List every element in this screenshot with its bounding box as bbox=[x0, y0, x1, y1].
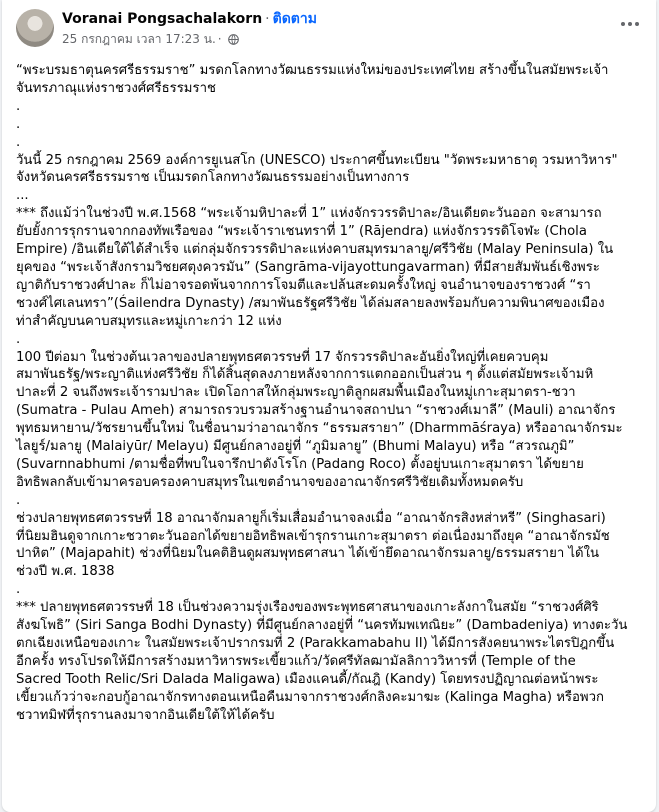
post-text bbox=[16, 62, 644, 725]
paragraph-title: “พระบรมธาตุนครศรีธรรมราช” มรดกโลกทางวัฒนธรรมแห่งใหม่ของประเทศไทย สร้างขึ้นในสมัยพระเจ้า จันทรภาณุแห่งราชวงศ์ศรีธรรมราช bbox=[16, 63, 609, 96]
separator-ellipsis: ... bbox=[16, 188, 29, 204]
paragraph-announcement: วันนี้ 25 กรกฎาคม 2569 องค์การยูเนสโก (UNESCO) ประกาศขึ้นทะเบียน "วัดพระมหาธาตุ วรมหาวิหาร" จังหวัดนครศรีธรรมราช เป็นมรดกโลกทางวัฒนธรรมอย่างเป็นทางการ bbox=[16, 152, 618, 186]
globe-icon[interactable] bbox=[228, 34, 239, 45]
separator-dot: . bbox=[16, 492, 21, 508]
paragraph-history-1: *** ถึงแม้ว่าในช่วงปี พ.ศ.1568 “พระเจ้ามหิปาละที่ 1” แห่งจักรวรรดิปาละ/อินเดียตะวันออก จะสามารถ ยับยั้งการรุกรานจากกองทัพเรือของ “พระเจ้าราเชนทราที่ 1” (Rājendra) แห่งจักรวรรดิโจฬะ (Chola Empire) /อินเดียใต้ได้สำเร็จ แต่กลุ่มจักรวรรดิปาละแห่งคาบสมุทรมาลายู/ศรีวิชัย (Malay Peninsula) ใน ยุคของ “พระเจ้าสังกรามวิชยศตุงควรมัน” (Sangrāma-vijayottungavarman) ที่มีสายสัมพันธ์เชิงพระ ญาติกับราชวงศ์ปาละ ก็ไม่อาจรอดพ้นจากการโจมตีและปล้นสะดมครั้งใหญ่ จนอำนาจของราชวงศ์ “รา ชวงศ์ไศเลนทรา”(Śailendra Dynasty) /สมาพันธรัฐศรีวิชัย ได้ล่มสลายลงพร้อมกับความพินาศของเมือง ท่าสำคัญบนคาบสมุทรและหมู่เกาะกว่า 12 แห่ง bbox=[16, 206, 614, 329]
separator-dot: . bbox=[16, 331, 21, 347]
ellipsis-dot bbox=[628, 22, 632, 26]
post-timestamp[interactable]: 25 กรกฎาคม เวลา 17:23 น. bbox=[62, 32, 216, 46]
separator-dot: . bbox=[16, 582, 21, 598]
ellipsis-dot bbox=[635, 22, 639, 26]
meta-separator: · bbox=[217, 32, 222, 46]
paragraph-history-2: 100 ปีต่อมา ในช่วงต้นเวลาของปลายพุทธศตวรรษที่ 17 จักรวรรดิปาละอันยิ่งใหญ่ที่เคยควบคุม สมาพันธรัฐ/พระญาติแห่งศรีวิชัย ก็ได้สิ้นสุดลงภายหลังจากการแตกออกเป็นส่วน ๆ ตั้งแต่สมัยพระเจ้ามหิ ปาละที่ 2 จนถึงพระเจ้ารามปาละ เปิดโอกาสให้กลุ่มพระญาติลูกผสมพื้นเมืองในหมู่เกาะสุมาตรา-ชวา (Sumatra - Pulau Ameh) สามารถรวบรวมสร้างฐานอำนาจสถาปนา “ราชวงศ์เมาลี” (Mauli) อาณาจักร พุทธมหายาน/วัชรยานขึ้นใหม่ ในชื่อนามว่าอาณาจักร “ธรรมสรายา” (Dharmmāśraya) หรืออาณาจักรมะ ไลยูร์/มลายู (Malaiyūr/ Melayu) มีศูนย์กลางอยู่ที่ “ภูมิมลายู” (Bhumi Malayu) หรือ “สวรณภูมิ” (Suvarnnabhumi /ตามชื่อที่พบในจารึกปาดังโรโก (Padang Roco) ตั้งอยู่บนเกาะสุมาตรา ได้ขยาย อิทธิพลกลับเข้ามาครอบครองคาบสมุทรในเขตอำนาจของอาณาจักรศรีวิชัยเดิมทั้งหมดครับ bbox=[16, 349, 623, 490]
post-meta bbox=[62, 31, 239, 47]
paragraph-history-4: *** ปลายพุทธศตวรรษที่ 18 เป็นช่วงความรุ่งเรืองของพระพุทธศาสนาของเกาะลังกาในสมัย “ราชวงศ์ศิริ สังฆโพธิ” (Siri Sanga Bodhi Dynasty) ที่มีศูนย์กลางอยู่ที่ “นครทัมพเทณิยะ” (Dambadeniya) ทางตะวัน ตกเฉียงเหนือของเกาะ ในสมัยพระเจ้าปรากรมที่ 2 (Parakkamabahu II) ได้มีการสังคยนาพระไตรปิฎกขึ้น อีกครั้ง ทรงโปรดให้มีการสร้างมหาวิหารพระเขี้ยวแก้ว/วัดศรีทัลฒามัลลิกาววิหารที่ (Temple of the Sacred Tooth Relic/Sri Dalada Maligawa) เมืองแคนดี้/กัณฎิ (Kandy) โดยทรงปฏิญาณต่อหน้าพระ เขี้ยวแก้วว่าจะกอบกู้อาณาจักรทางตอนเหนือคืนมาจากราชวงศ์กลิงคะมาฆะ (Kalinga Magha) หรือพวก ชวาทมิฬที่รุกรานลงมาจากอินเดียใต้ให้ได้ครับ bbox=[16, 600, 628, 723]
follow-button[interactable]: ติดตาม bbox=[272, 11, 317, 27]
author-row bbox=[62, 10, 317, 28]
separator-dot: . bbox=[16, 98, 21, 114]
ellipsis-icon bbox=[621, 22, 625, 26]
more-options-button[interactable] bbox=[616, 14, 644, 34]
post-header bbox=[2, 0, 656, 58]
name-separator: · bbox=[265, 11, 270, 27]
separator-dot: . bbox=[16, 116, 21, 132]
paragraph-history-3: ช่วงปลายพุทธศตวรรษที่ 18 อาณาจักมลายูก็เริ่มเสื่อมอำนาจลงเมื่อ “อาณาจักรสิงหส่าหรี” (Singhasari) ที่นิยมฮินดูจากเกาะชวาตะวันออกได้ขยายอิทธิพลเข้ารุกรานเกาะสุมาตรา ต่อเนื่องมาถึงยุค “อาณาจักรมัช ปาหิต” (Majapahit) ช่วงที่นิยมในคติฮินดูผสมพุทธศาสนา ได้เข้ายึดอาณาจักรมลายู/ธรรมสรายา ได้ใน ช่วงปี พ.ศ. 1838 bbox=[16, 510, 610, 580]
post-card bbox=[2, 0, 656, 812]
separator-dot: . bbox=[16, 134, 21, 150]
author-name[interactable]: Voranai Pongsachalakorn bbox=[62, 11, 263, 27]
author-avatar[interactable] bbox=[16, 9, 54, 47]
